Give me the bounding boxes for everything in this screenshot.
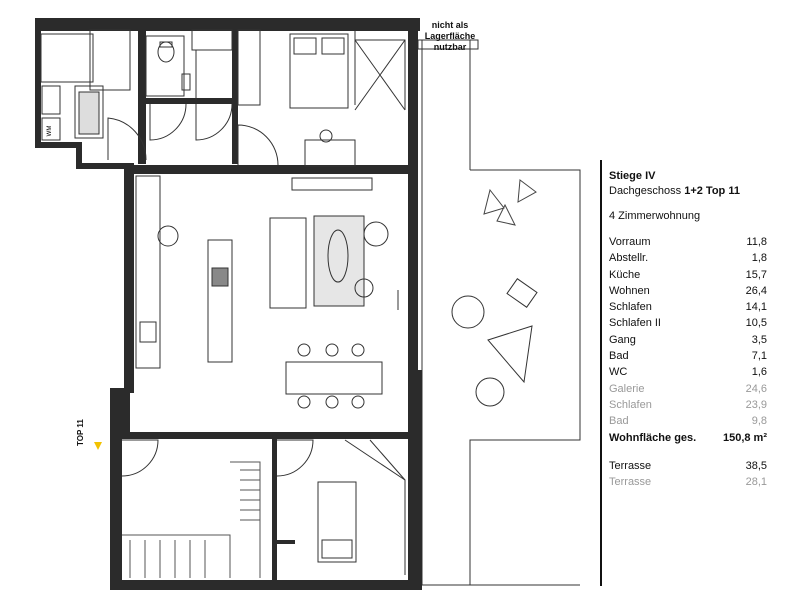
storage-note — [420, 20, 480, 53]
room-row — [609, 413, 767, 429]
room-area: 14,1 — [745, 301, 767, 314]
room-row — [609, 348, 767, 364]
room-row — [609, 267, 767, 283]
outdoor-row — [609, 458, 767, 474]
room-area: 26,4 — [745, 284, 767, 297]
room-row — [609, 299, 767, 315]
room-label: Terrasse — [609, 476, 652, 489]
room-area: 15,7 — [745, 268, 767, 281]
room-row — [609, 250, 767, 266]
room-area: 11,8 — [746, 236, 767, 248]
info-panel — [600, 160, 800, 590]
storage-note-line3: nutzbar — [433, 42, 467, 52]
room-row — [609, 315, 767, 331]
room-row — [609, 397, 767, 413]
wm-label: WM — [47, 125, 53, 137]
bath-fixtures — [42, 42, 190, 140]
armchair — [364, 222, 388, 246]
room-area: 28,1 — [745, 476, 767, 489]
storage-note-line1: nicht als — [431, 20, 469, 30]
bedroom-top — [290, 34, 355, 166]
desk — [305, 140, 355, 166]
room-label: Galerie — [609, 382, 645, 395]
room-row — [609, 332, 767, 348]
room-label: Wohnen — [609, 284, 650, 297]
terrace — [418, 40, 580, 585]
room-label: Bad — [609, 350, 629, 363]
room-area: 24,6 — [745, 382, 767, 395]
outdoor-list — [609, 458, 767, 491]
sofa — [270, 218, 306, 308]
staircase — [122, 462, 260, 578]
room-area: 7,1 — [751, 350, 767, 363]
room-label: Schlafen — [609, 398, 652, 411]
unit-marker-arrow — [94, 442, 102, 450]
room-label: WC — [609, 366, 628, 379]
floor-subtitle — [609, 185, 740, 197]
room-row — [609, 234, 767, 250]
apartment-type: 4 Zimmerwohnung — [609, 210, 701, 222]
room-label: Terrasse — [609, 460, 652, 472]
room-label: Wohnfläche ges. — [609, 431, 697, 444]
room-label: Abstellr. — [609, 252, 649, 265]
room-area: 23,9 — [745, 398, 767, 411]
room-area: 9,8 — [751, 415, 767, 428]
room-list — [609, 234, 767, 446]
room-area: 38,5 — [745, 460, 767, 472]
room-label: Bad — [609, 415, 629, 428]
room-area: 1,6 — [751, 366, 767, 379]
bedroom-bottom — [318, 482, 356, 562]
person — [158, 226, 178, 246]
sideboard — [292, 178, 372, 190]
room-area: 150,8 m² — [722, 431, 767, 444]
room-row — [609, 283, 767, 299]
dining-table — [286, 362, 382, 394]
storage-note-line2: Lagerfläche — [424, 31, 476, 41]
room-label: Gang — [609, 333, 636, 346]
floor-prefix: Dachgeschoss — [609, 185, 685, 197]
stair-title: Stiege IV — [609, 170, 656, 182]
room-label: Küche — [609, 268, 641, 281]
room-area: 3,5 — [751, 333, 767, 346]
bed — [290, 34, 348, 108]
plant — [484, 180, 536, 225]
room-label: Schlafen — [609, 301, 652, 314]
kitchen — [136, 176, 232, 368]
bed-lower — [318, 482, 356, 562]
total-row — [609, 430, 767, 446]
outdoor-row — [609, 474, 767, 490]
room-row — [609, 381, 767, 397]
room-label: Schlafen II — [609, 317, 661, 330]
room-area: 1,8 — [751, 252, 767, 265]
panel-divider — [600, 160, 602, 586]
living — [270, 178, 398, 408]
terrace-furniture — [452, 180, 537, 406]
room-row — [609, 364, 767, 380]
room-label: Vorraum — [609, 236, 651, 248]
room-area: 10,5 — [745, 317, 767, 330]
kitchen-island — [208, 240, 232, 362]
floor-unit: 1+2 Top 11 — [684, 185, 740, 197]
unit-marker: TOP 11 — [76, 419, 85, 446]
